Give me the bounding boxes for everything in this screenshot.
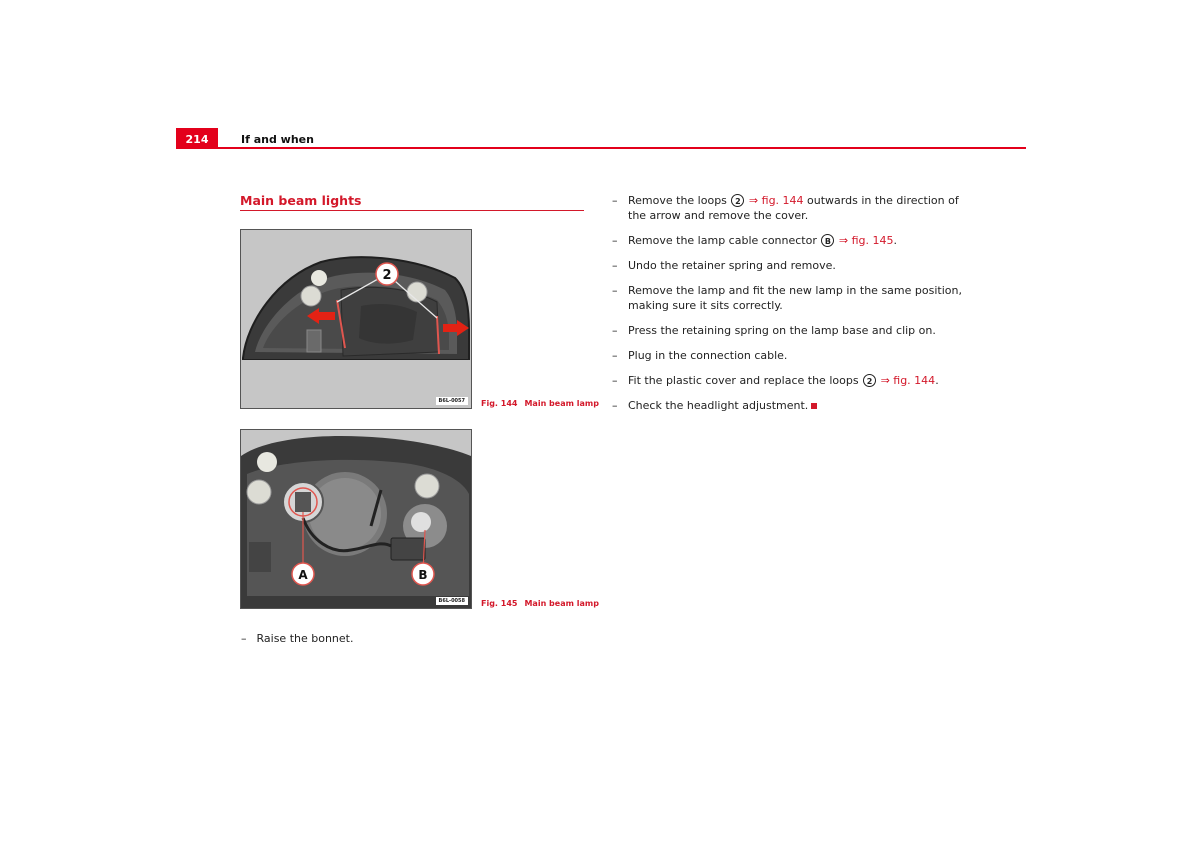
step-text: Check the headlight adjustment. <box>628 399 809 412</box>
callout-2-icon: 2 <box>731 194 744 207</box>
callout-b-label: B <box>418 568 428 582</box>
figure-145-image <box>240 429 472 609</box>
step-text: . <box>893 234 897 247</box>
figure-reference-link[interactable]: ⇒ fig. 145 <box>838 234 894 247</box>
headlight-rear-illustration <box>241 230 471 408</box>
end-of-section-icon <box>811 403 817 409</box>
callout-a-label: A <box>298 568 308 582</box>
callout-2-label: 2 <box>382 268 392 283</box>
step-dash: – <box>612 234 618 247</box>
figure-caption-text: Main beam lamp <box>524 399 599 408</box>
step-text: Fit the plastic cover and replace the loops <box>628 374 859 387</box>
step-dash: – <box>612 349 618 362</box>
step-text: . <box>935 374 939 387</box>
headlight-open-illustration <box>241 430 471 608</box>
step-text: outwards in the direction of the arrow and remove the cover. <box>628 194 959 222</box>
step-text: Undo the retainer spring and remove. <box>628 259 836 272</box>
step-dash: – <box>612 284 618 297</box>
callout-b-icon: B <box>821 234 834 247</box>
callout-2-icon: 2 <box>863 374 876 387</box>
step-remove-connector <box>612 233 967 248</box>
figure-caption-text: Main beam lamp <box>524 599 599 608</box>
step-dash: – <box>241 632 247 645</box>
step-text: Raise the bonnet. <box>256 632 354 645</box>
section-title: Main beam lights <box>240 193 362 208</box>
page-number: 214 <box>176 128 218 148</box>
figure-144-caption <box>481 399 599 408</box>
step-text: Plug in the connection cable. <box>628 349 788 362</box>
section-rule <box>240 210 584 211</box>
figure-144-image <box>240 229 472 409</box>
step-text: Press the retaining spring on the lamp base and clip on. <box>628 324 936 337</box>
step-undo-spring <box>612 258 967 273</box>
step-plug-cable <box>612 348 967 363</box>
step-remove-loops <box>612 193 967 223</box>
chapter-title: If and when <box>241 133 314 146</box>
header-rule <box>176 147 1026 149</box>
step-text: Remove the lamp cable connector <box>628 234 817 247</box>
figure-label: Fig. 144 <box>481 399 518 408</box>
step-text: Remove the loops <box>628 194 727 207</box>
step-raise-bonnet <box>241 632 353 645</box>
step-dash: – <box>612 374 618 387</box>
step-dash: – <box>612 399 618 412</box>
step-dash: – <box>612 324 618 337</box>
figure-reference-link[interactable]: ⇒ fig. 144 <box>748 194 804 207</box>
figure-label: Fig. 145 <box>481 599 518 608</box>
figure-code: B6L-0058 <box>436 597 468 605</box>
figure-145-caption <box>481 599 599 608</box>
step-press-spring <box>612 323 967 338</box>
step-fit-lamp <box>612 283 967 313</box>
figure-reference-link[interactable]: ⇒ fig. 144 <box>880 374 936 387</box>
step-dash: – <box>612 259 618 272</box>
step-fit-cover <box>612 373 967 388</box>
step-check-adjustment <box>612 398 967 413</box>
step-dash: – <box>612 194 618 207</box>
step-text: Remove the lamp and fit the new lamp in the same position, making sure it sits correctly. <box>628 284 962 312</box>
figure-code: B6L-0057 <box>436 397 468 405</box>
